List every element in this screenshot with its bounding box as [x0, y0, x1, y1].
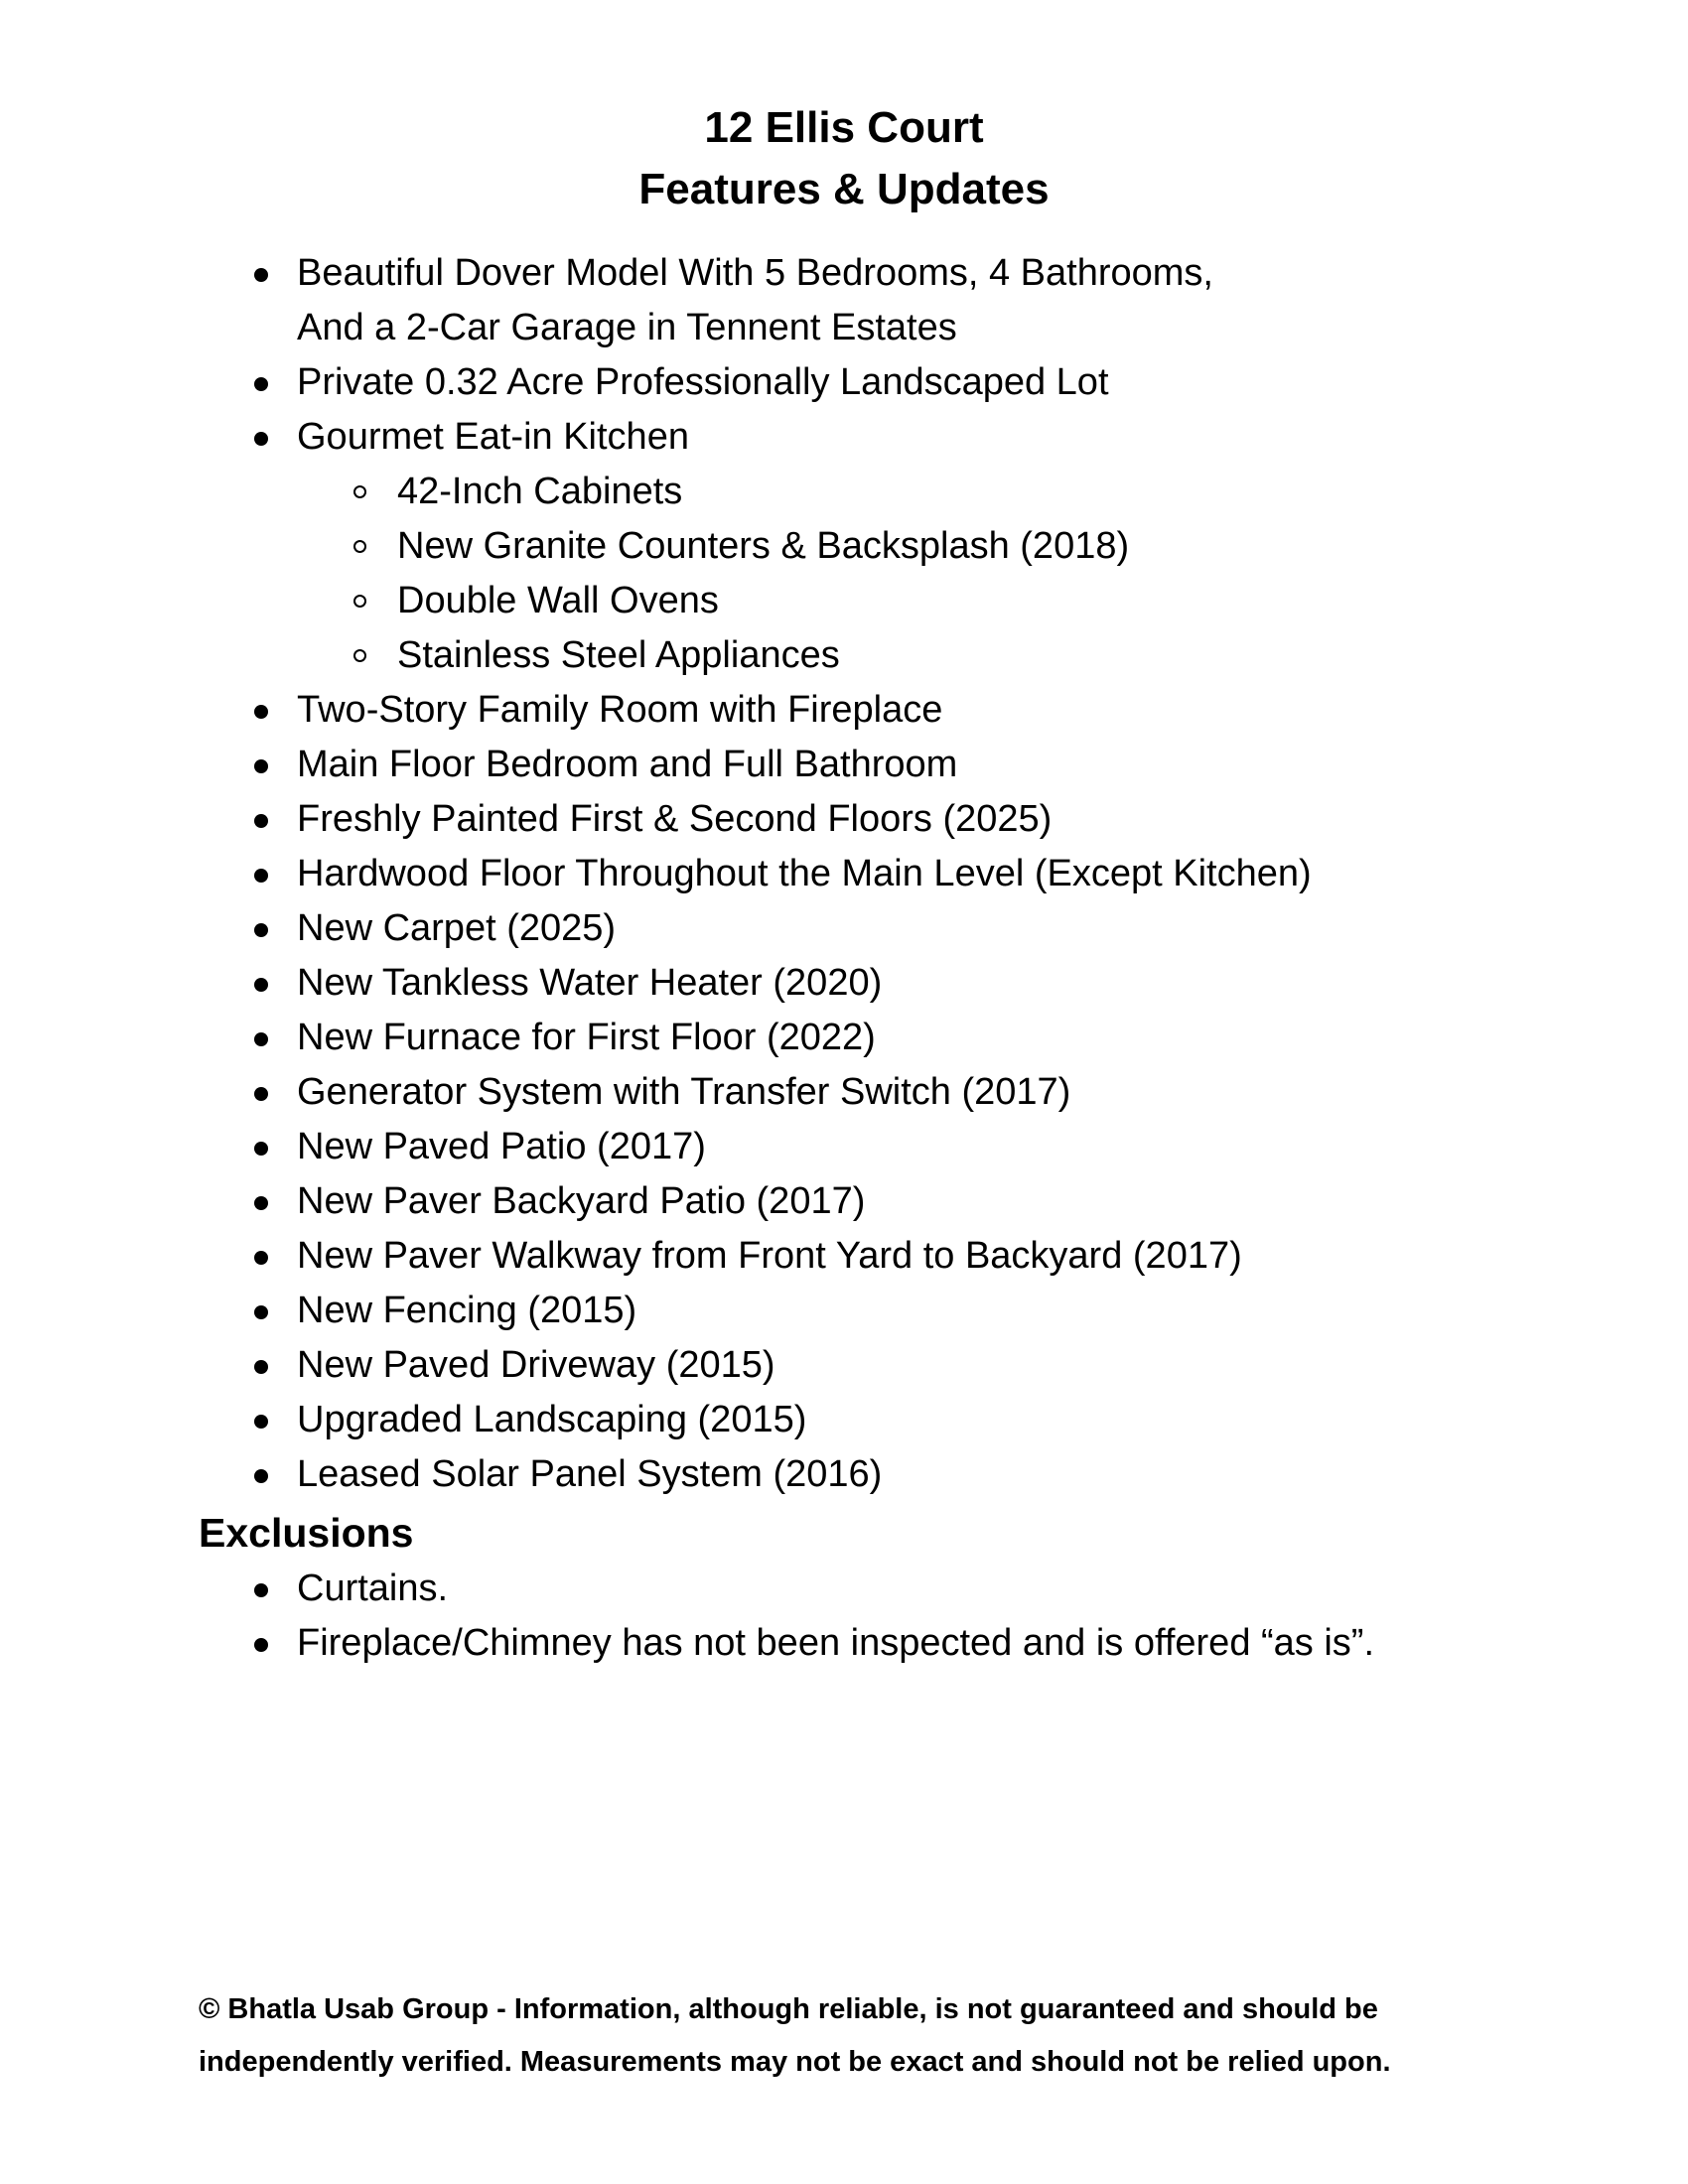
list-item: New Fencing (2015) [0, 1284, 1312, 1338]
disclaimer-line: independently verified. Measurements may not be exact and should not be relied upon. [199, 2046, 1391, 2078]
list-item: New Paver Walkway from Front Yard to Backyard (2017) [0, 1229, 1312, 1284]
list-item: Freshly Painted First & Second Floors (2025) [0, 792, 1312, 847]
disclaimer-footer [199, 1983, 1509, 2089]
list-item: Generator System with Transfer Switch (2017) [0, 1065, 1312, 1120]
list-item: New Carpet (2025) [0, 901, 1312, 956]
exclusions-heading: Exclusions [199, 1510, 414, 1556]
kitchen-subitem: Stainless Steel Appliances [0, 628, 1312, 683]
list-item: Leased Solar Panel System (2016) [0, 1447, 1312, 1502]
kitchen-subitem: Double Wall Ovens [0, 574, 1312, 628]
list-item [0, 246, 1312, 355]
list-item [0, 355, 1312, 410]
list-item [0, 410, 1312, 465]
list-item-text: And a 2-Car Garage in Tennent Estates [297, 307, 957, 348]
features-list [0, 246, 1312, 1502]
list-item: New Paver Backyard Patio (2017) [0, 1174, 1312, 1229]
list-item-text: Gourmet Eat-in Kitchen [297, 416, 689, 458]
kitchen-subitem: New Granite Counters & Backsplash (2018) [0, 519, 1312, 574]
list-item: New Paved Patio (2017) [0, 1120, 1312, 1174]
list-item-text: Beautiful Dover Model With 5 Bedrooms, 4 Bathrooms, [297, 252, 1213, 294]
list-item: Curtains. [0, 1562, 1374, 1616]
list-item: Upgraded Landscaping (2015) [0, 1393, 1312, 1447]
list-item: Hardwood Floor Throughout the Main Level (Except Kitchen) [0, 847, 1312, 901]
page-title: 12 Ellis Court [704, 103, 984, 152]
exclusions-list [0, 1562, 1374, 1671]
list-item: New Tankless Water Heater (2020) [0, 956, 1312, 1011]
list-item: Fireplace/Chimney has not been inspected and is offered “as is”. [0, 1616, 1374, 1671]
kitchen-subitem: 42-Inch Cabinets [0, 465, 1312, 519]
list-item-text: Private 0.32 Acre Professionally Landscaped Lot [297, 361, 1109, 403]
list-item: New Paved Driveway (2015) [0, 1338, 1312, 1393]
list-item: Two-Story Family Room with Fireplace [0, 683, 1312, 738]
page-subtitle: Features & Updates [638, 165, 1050, 213]
list-item: Main Floor Bedroom and Full Bathroom [0, 738, 1312, 792]
document-header [0, 97, 1688, 220]
disclaimer-line: © Bhatla Usab Group - Information, although reliable, is not guaranteed and should be [199, 1993, 1378, 2025]
list-item: New Furnace for First Floor (2022) [0, 1011, 1312, 1065]
